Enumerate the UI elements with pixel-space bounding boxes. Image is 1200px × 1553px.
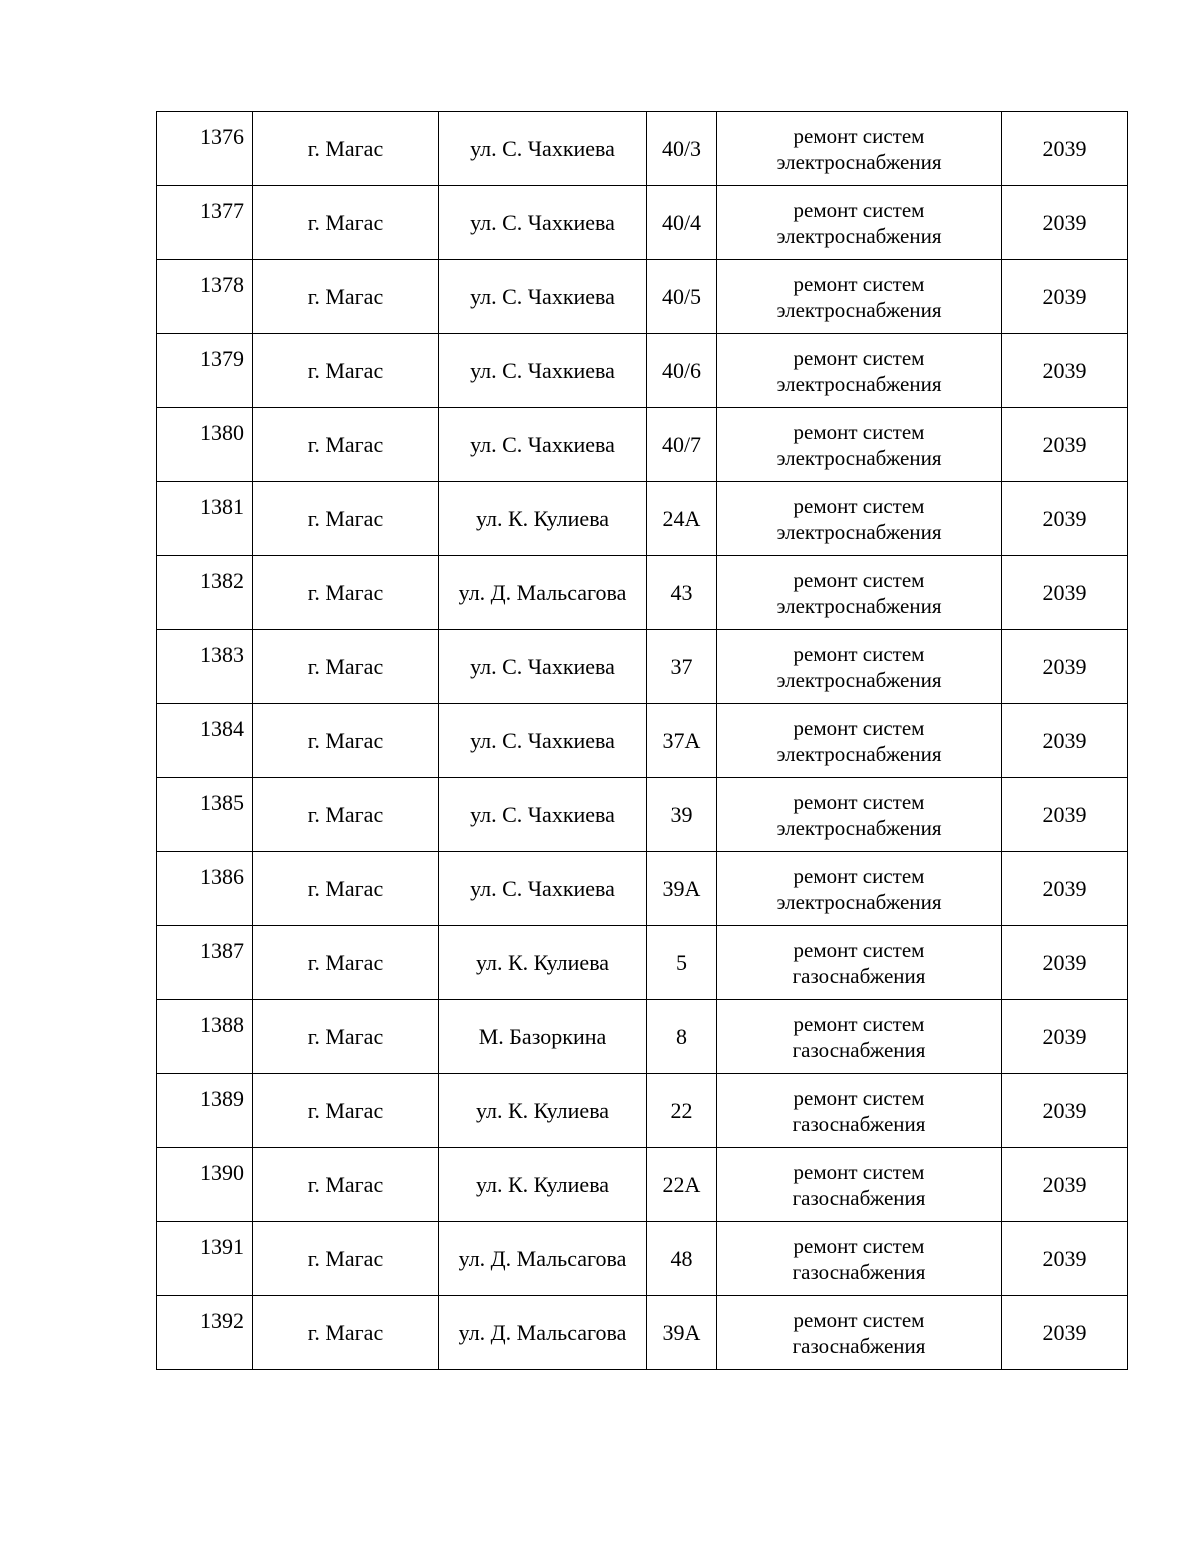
- work-type-cell: [717, 482, 1002, 556]
- work-type-line: ремонт систем: [793, 1011, 925, 1036]
- work-type-cell: [717, 852, 1002, 926]
- street-cell: ул. С. Чахкиева: [439, 704, 647, 778]
- table-row: [157, 630, 1128, 704]
- work-type-cell: [717, 704, 1002, 778]
- work-type-line: газоснабжения: [792, 963, 926, 988]
- work-type-cell: [717, 186, 1002, 260]
- table-row: [157, 1222, 1128, 1296]
- year-cell: 2039: [1002, 556, 1128, 630]
- work-type-line: ремонт систем: [793, 1307, 925, 1332]
- row-number-cell: 1378: [157, 260, 253, 334]
- row-number-cell: 1392: [157, 1296, 253, 1370]
- street-cell: ул. С. Чахкиева: [439, 630, 647, 704]
- year-cell: 2039: [1002, 704, 1128, 778]
- work-type-line: газоснабжения: [792, 1259, 926, 1284]
- house-number-cell: 40/3: [647, 112, 717, 186]
- street-cell: ул. С. Чахкиева: [439, 260, 647, 334]
- year-cell: 2039: [1002, 1148, 1128, 1222]
- work-type-line: ремонт систем: [793, 1159, 925, 1184]
- work-type-line: ремонт систем: [793, 1085, 925, 1110]
- work-type-cell: [717, 408, 1002, 482]
- row-number-cell: 1377: [157, 186, 253, 260]
- row-number-cell: 1384: [157, 704, 253, 778]
- work-type-line: электроснабжения: [776, 445, 942, 470]
- row-number-cell: 1389: [157, 1074, 253, 1148]
- table-row: [157, 1296, 1128, 1370]
- city-cell: г. Магас: [253, 630, 439, 704]
- house-number-cell: 22: [647, 1074, 717, 1148]
- work-type-cell: [717, 112, 1002, 186]
- street-cell: ул. Д. Мальсагова: [439, 556, 647, 630]
- city-cell: г. Магас: [253, 1148, 439, 1222]
- work-type-cell: [717, 334, 1002, 408]
- table-body: [157, 112, 1128, 1370]
- house-number-cell: 40/6: [647, 334, 717, 408]
- table-row: [157, 778, 1128, 852]
- row-number-cell: 1390: [157, 1148, 253, 1222]
- work-type-cell: [717, 778, 1002, 852]
- street-cell: ул. С. Чахкиева: [439, 112, 647, 186]
- work-type-line: электроснабжения: [776, 741, 942, 766]
- row-number-cell: 1387: [157, 926, 253, 1000]
- work-type-cell: [717, 926, 1002, 1000]
- work-type-line: газоснабжения: [792, 1111, 926, 1136]
- work-type-line: электроснабжения: [776, 889, 942, 914]
- house-number-cell: 48: [647, 1222, 717, 1296]
- row-number-cell: 1376: [157, 112, 253, 186]
- work-type-line: ремонт систем: [793, 123, 925, 148]
- work-type-line: газоснабжения: [792, 1333, 926, 1358]
- work-type-line: газоснабжения: [792, 1037, 926, 1062]
- table-row: [157, 112, 1128, 186]
- year-cell: 2039: [1002, 926, 1128, 1000]
- work-type-cell: [717, 630, 1002, 704]
- house-number-cell: 37: [647, 630, 717, 704]
- year-cell: 2039: [1002, 1074, 1128, 1148]
- street-cell: ул. С. Чахкиева: [439, 408, 647, 482]
- work-type-line: электроснабжения: [776, 297, 942, 322]
- street-cell: ул. С. Чахкиева: [439, 778, 647, 852]
- work-type-line: газоснабжения: [792, 1185, 926, 1210]
- house-number-cell: 39А: [647, 852, 717, 926]
- table-row: [157, 852, 1128, 926]
- work-type-line: электроснабжения: [776, 593, 942, 618]
- year-cell: 2039: [1002, 630, 1128, 704]
- year-cell: 2039: [1002, 852, 1128, 926]
- city-cell: г. Магас: [253, 556, 439, 630]
- city-cell: г. Магас: [253, 926, 439, 1000]
- city-cell: г. Магас: [253, 852, 439, 926]
- work-type-line: электроснабжения: [776, 667, 942, 692]
- work-type-line: ремонт систем: [793, 789, 925, 814]
- city-cell: г. Магас: [253, 260, 439, 334]
- work-type-cell: [717, 1148, 1002, 1222]
- table-row: [157, 704, 1128, 778]
- work-type-line: ремонт систем: [793, 1233, 925, 1258]
- work-type-line: ремонт систем: [793, 419, 925, 444]
- table-row: [157, 926, 1128, 1000]
- year-cell: 2039: [1002, 334, 1128, 408]
- table-row: [157, 408, 1128, 482]
- work-type-cell: [717, 556, 1002, 630]
- work-type-line: электроснабжения: [776, 519, 942, 544]
- city-cell: г. Магас: [253, 408, 439, 482]
- city-cell: г. Магас: [253, 1074, 439, 1148]
- year-cell: 2039: [1002, 1296, 1128, 1370]
- row-number-cell: 1381: [157, 482, 253, 556]
- street-cell: ул. С. Чахкиева: [439, 852, 647, 926]
- city-cell: г. Магас: [253, 1000, 439, 1074]
- house-number-cell: 43: [647, 556, 717, 630]
- street-cell: ул. С. Чахкиева: [439, 186, 647, 260]
- row-number-cell: 1385: [157, 778, 253, 852]
- row-number-cell: 1383: [157, 630, 253, 704]
- house-number-cell: 40/4: [647, 186, 717, 260]
- row-number-cell: 1391: [157, 1222, 253, 1296]
- year-cell: 2039: [1002, 408, 1128, 482]
- house-number-cell: 40/5: [647, 260, 717, 334]
- house-number-cell: 40/7: [647, 408, 717, 482]
- row-number-cell: 1382: [157, 556, 253, 630]
- work-type-line: ремонт систем: [793, 715, 925, 740]
- work-type-cell: [717, 1222, 1002, 1296]
- table-row: [157, 186, 1128, 260]
- row-number-cell: 1380: [157, 408, 253, 482]
- street-cell: ул. К. Кулиева: [439, 1148, 647, 1222]
- work-type-line: электроснабжения: [776, 371, 942, 396]
- city-cell: г. Магас: [253, 704, 439, 778]
- work-type-line: электроснабжения: [776, 149, 942, 174]
- year-cell: 2039: [1002, 1000, 1128, 1074]
- work-type-line: ремонт систем: [793, 197, 925, 222]
- work-type-cell: [717, 1000, 1002, 1074]
- house-number-cell: 39А: [647, 1296, 717, 1370]
- table-row: [157, 260, 1128, 334]
- work-type-cell: [717, 1296, 1002, 1370]
- work-type-line: ремонт систем: [793, 937, 925, 962]
- row-number-cell: 1379: [157, 334, 253, 408]
- year-cell: 2039: [1002, 260, 1128, 334]
- row-number-cell: 1388: [157, 1000, 253, 1074]
- table-row: [157, 556, 1128, 630]
- work-type-line: ремонт систем: [793, 567, 925, 592]
- table-row: [157, 482, 1128, 556]
- house-number-cell: 39: [647, 778, 717, 852]
- street-cell: ул. Д. Мальсагова: [439, 1222, 647, 1296]
- work-type-line: электроснабжения: [776, 223, 942, 248]
- city-cell: г. Магас: [253, 112, 439, 186]
- repair-schedule-table: [156, 111, 1128, 1370]
- table-row: [157, 1000, 1128, 1074]
- street-cell: ул. С. Чахкиева: [439, 334, 647, 408]
- house-number-cell: 24А: [647, 482, 717, 556]
- work-type-cell: [717, 1074, 1002, 1148]
- house-number-cell: 8: [647, 1000, 717, 1074]
- work-type-line: ремонт систем: [793, 641, 925, 666]
- year-cell: 2039: [1002, 1222, 1128, 1296]
- city-cell: г. Магас: [253, 1222, 439, 1296]
- city-cell: г. Магас: [253, 778, 439, 852]
- work-type-line: ремонт систем: [793, 863, 925, 888]
- work-type-line: электроснабжения: [776, 815, 942, 840]
- street-cell: ул. К. Кулиева: [439, 926, 647, 1000]
- house-number-cell: 5: [647, 926, 717, 1000]
- table-row: [157, 1148, 1128, 1222]
- house-number-cell: 22А: [647, 1148, 717, 1222]
- work-type-line: ремонт систем: [793, 493, 925, 518]
- city-cell: г. Магас: [253, 1296, 439, 1370]
- year-cell: 2039: [1002, 778, 1128, 852]
- work-type-cell: [717, 260, 1002, 334]
- work-type-line: ремонт систем: [793, 271, 925, 296]
- year-cell: 2039: [1002, 482, 1128, 556]
- table-row: [157, 1074, 1128, 1148]
- city-cell: г. Магас: [253, 186, 439, 260]
- work-type-line: ремонт систем: [793, 345, 925, 370]
- city-cell: г. Магас: [253, 334, 439, 408]
- year-cell: 2039: [1002, 186, 1128, 260]
- street-cell: ул. К. Кулиева: [439, 1074, 647, 1148]
- street-cell: М. Базоркина: [439, 1000, 647, 1074]
- street-cell: ул. Д. Мальсагова: [439, 1296, 647, 1370]
- table-row: [157, 334, 1128, 408]
- year-cell: 2039: [1002, 112, 1128, 186]
- city-cell: г. Магас: [253, 482, 439, 556]
- row-number-cell: 1386: [157, 852, 253, 926]
- house-number-cell: 37А: [647, 704, 717, 778]
- street-cell: ул. К. Кулиева: [439, 482, 647, 556]
